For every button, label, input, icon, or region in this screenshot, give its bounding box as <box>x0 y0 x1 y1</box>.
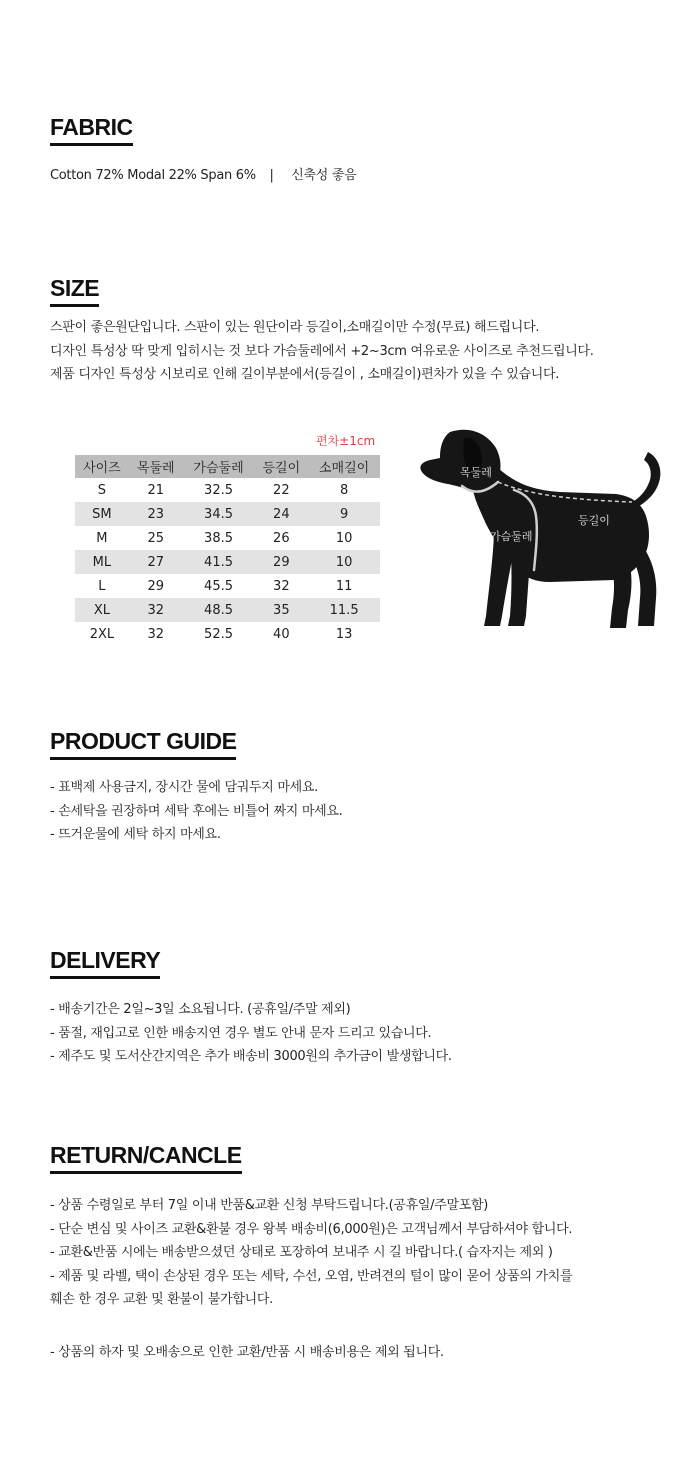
size-cell: 25 <box>147 530 165 546</box>
return-cancel-item: - 단순 변심 및 사이즈 교환&환불 경우 왕복 배송비(6,000원)은 고객님께서 부담하셔야 합니다. <box>50 1221 573 1237</box>
fabric-stretch: 신축성 좋음 <box>291 168 357 183</box>
diagram-label-back: 등길이 <box>578 514 610 527</box>
size-note: 제품 디자인 특성상 시보리로 인해 길이부분에서(등길이 , 소매길이)편차가 있을 수 있습니다. <box>50 367 560 382</box>
size-table-row <box>75 526 380 550</box>
size-cell: 13 <box>335 626 353 642</box>
return-cancel-item: - 제품 및 라벨, 택이 손상된 경우 또는 세탁, 수선, 오염, 반려견의 털이 많이 묻어 상품의 가치를 <box>50 1268 573 1284</box>
delivery-item: - 배송기간은 2일~3일 소요됩니다. (공휴일/주말 제외) <box>50 1002 351 1017</box>
size-cell: 10 <box>335 530 353 546</box>
size-cell: S <box>97 482 107 498</box>
size-cell: 10 <box>308 550 380 574</box>
size-cell: 34.5 <box>183 502 255 526</box>
size-table-row <box>75 478 380 502</box>
size-table-row <box>75 622 380 646</box>
return-cancel-item: 훼손 한 경우 교환 및 환불이 불가합니다. <box>50 1292 273 1307</box>
return-cancel-item: - 상품 수령일로 부터 7일 이내 반품&교환 신청 부탁드립니다.(공휴일/주말포함) <box>50 1198 489 1213</box>
size-cell: 40 <box>273 626 290 642</box>
size-header-cell: 소매길이 <box>308 455 380 478</box>
size-table-header-row <box>75 455 380 478</box>
fabric-section-title: FABRIC <box>50 114 133 146</box>
size-cell: ML <box>75 550 129 574</box>
size-header-cell: 사이즈 <box>75 455 129 478</box>
product-guide-item: - 손세탁을 권장하며 세탁 후에는 비틀어 짜지 마세요. <box>50 803 343 819</box>
size-cell: 27 <box>129 550 183 574</box>
size-cell: 32 <box>273 578 290 594</box>
size-cell: 11.5 <box>308 598 380 622</box>
size-notes <box>50 316 594 387</box>
size-cell: 45.5 <box>204 578 233 594</box>
size-cell: 32 <box>129 598 183 622</box>
size-cell: 35 <box>254 598 308 622</box>
size-cell: 29 <box>254 550 308 574</box>
delivery-item: - 제주도 및 도서산간지역은 추가 배송비 3000원의 추가금이 발생합니다. <box>50 1049 452 1064</box>
size-table-row <box>75 574 380 598</box>
size-cell: 41.5 <box>183 550 255 574</box>
delivery-list <box>50 998 452 1069</box>
size-note: 디자인 특성상 딱 맞게 입히시는 것 보다 가슴둘레에서 +2~3cm 여유로운 사이즈로 추천드립니다. <box>50 343 594 359</box>
size-note: 스판이 좋은원단입니다. 스판이 있는 원단이라 등길이,소매길이만 수정(무료) 해드립니다. <box>50 320 540 335</box>
return-cancel-extra-note: - 상품의 하자 및 오배송으로 인한 교환/반품 시 배송비용은 제외 됩니다. <box>50 1345 444 1360</box>
dog-measurement-diagram <box>410 420 680 640</box>
fabric-composition-line <box>50 165 356 187</box>
size-cell: 52.5 <box>204 626 233 642</box>
return-cancel-section-title: RETURN/CANCLE <box>50 1142 242 1174</box>
fabric-composition: Cotton 72% Modal 22% Span 6% <box>50 168 256 183</box>
size-cell: 11 <box>335 578 353 594</box>
delivery-item: - 품절, 재입고로 인한 배송지연 경우 별도 안내 문자 드리고 있습니다. <box>50 1025 432 1041</box>
size-header-cell: 등길이 <box>254 455 308 478</box>
diagram-label-neck: 목둘레 <box>460 466 492 479</box>
product-guide-section-title: PRODUCT GUIDE <box>50 728 236 760</box>
size-cell: 23 <box>129 502 183 526</box>
size-table <box>75 455 380 646</box>
size-cell: SM <box>75 502 129 526</box>
size-cell: 22 <box>273 482 290 498</box>
product-guide-list <box>50 776 342 847</box>
return-cancel-list <box>50 1194 572 1312</box>
size-cell: 48.5 <box>183 598 255 622</box>
delivery-section-title: DELIVERY <box>50 947 160 979</box>
product-guide-item: - 뜨거운물에 세탁 하지 마세요. <box>50 827 221 842</box>
size-cell: 24 <box>254 502 308 526</box>
size-cell: 21 <box>147 482 165 498</box>
size-table-row <box>75 550 380 574</box>
dog-silhouette-icon <box>410 420 680 640</box>
size-header-cell: 가슴둘레 <box>183 455 255 478</box>
size-cell: 2XL <box>89 626 115 642</box>
size-cell: 9 <box>308 502 380 526</box>
diagram-label-chest: 가슴둘레 <box>490 530 533 543</box>
size-cell: 8 <box>339 482 349 498</box>
size-cell: 32 <box>147 626 165 642</box>
fabric-separator: | <box>269 168 274 183</box>
size-header-cell: 목둘레 <box>129 455 183 478</box>
size-cell: L <box>98 578 106 594</box>
size-cell: 26 <box>273 530 290 546</box>
size-section-title: SIZE <box>50 275 99 307</box>
size-table-row <box>75 502 380 526</box>
size-cell: 29 <box>147 578 165 594</box>
size-cell: M <box>96 530 108 546</box>
size-cell: 32.5 <box>204 482 233 498</box>
size-tolerance-note: 편차±1cm <box>316 434 376 448</box>
size-table-row <box>75 598 380 622</box>
size-cell: 38.5 <box>204 530 233 546</box>
return-cancel-item: - 교환&반품 시에는 배송받으셨던 상태로 포장하여 보내주 시 길 바랍니다.( 습자지는 제외 ) <box>50 1245 553 1260</box>
product-guide-item: - 표백제 사용금지, 장시간 물에 담궈두지 마세요. <box>50 780 318 795</box>
size-cell: XL <box>75 598 129 622</box>
